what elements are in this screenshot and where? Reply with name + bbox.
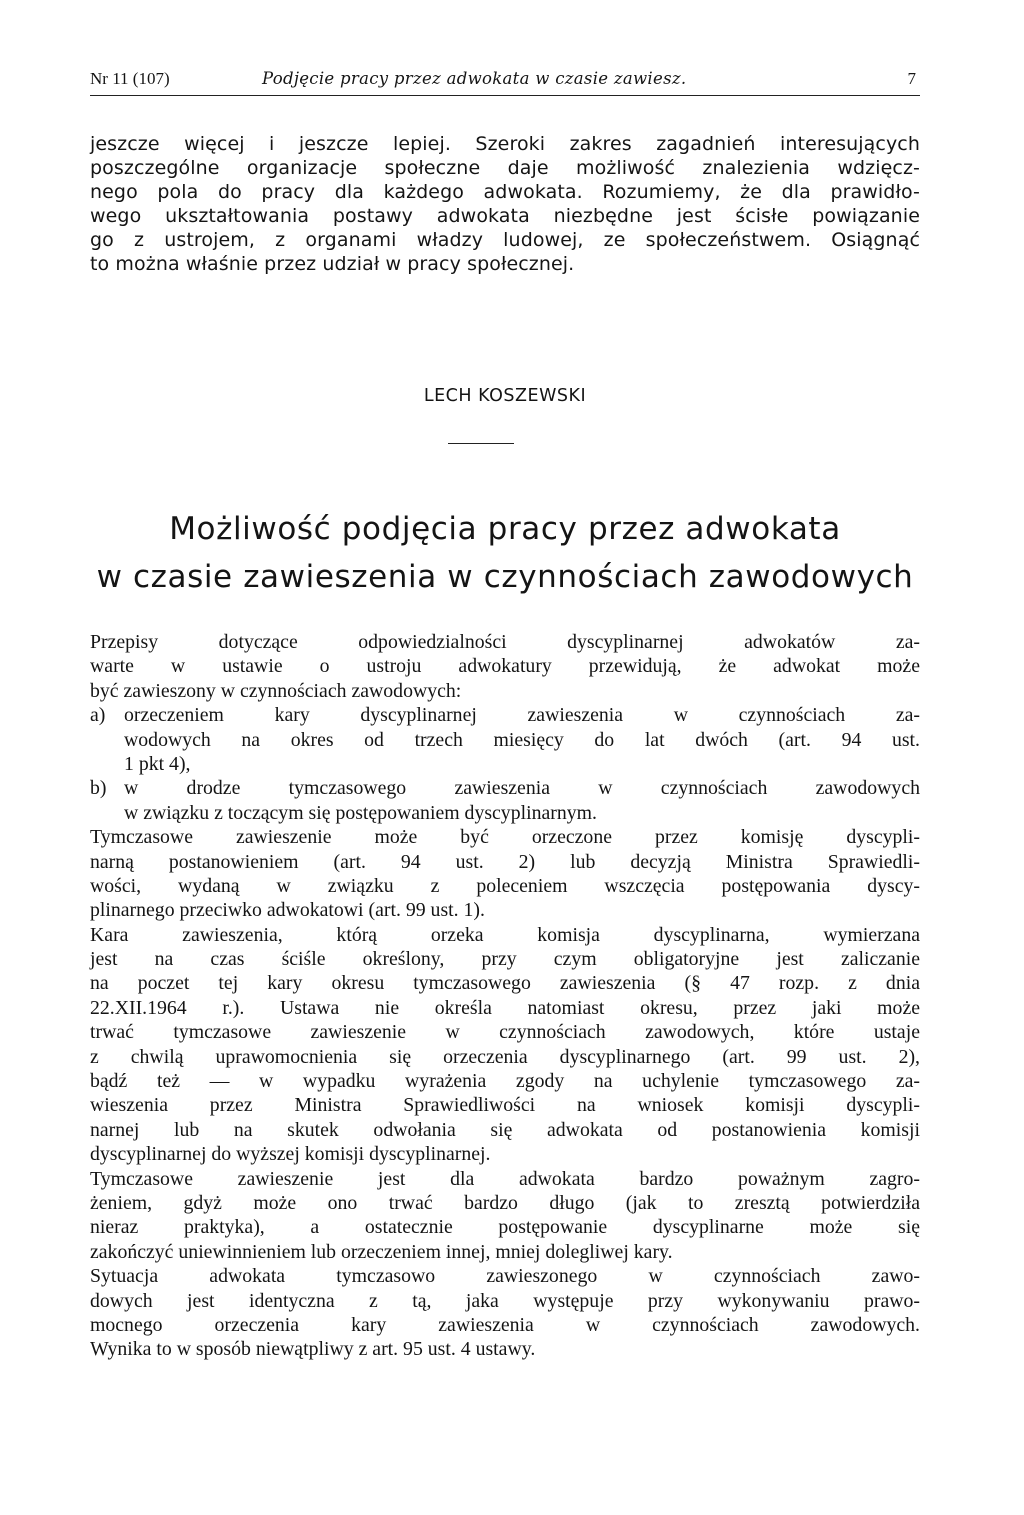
page-number: 7: [907, 69, 916, 88]
text-line: w drodze tymczasowego zawieszenia w czynnościach zawodowych: [124, 777, 920, 800]
text-line: nego pola do pracy dla każdego adwokata. Rozumiemy, że dla prawidło-: [90, 181, 920, 203]
running-header: [90, 66, 920, 92]
list-item-a: [90, 703, 920, 776]
paragraph: [90, 923, 920, 1167]
text-line: to można właśnie przez udział w pracy społecznej.: [90, 253, 575, 275]
paragraph: [90, 1264, 920, 1362]
article-body: [90, 630, 920, 1362]
text-line: żeniem, gdyż może ono trwać bardzo długo (jak to zresztą potwierdziła: [90, 1191, 920, 1214]
text-line: Tymczasowe zawieszenie może być orzeczone przez komisję dyscypli-: [90, 826, 920, 849]
text-line: warte w ustawie o ustroju adwokatury przewidują, że adwokat może: [90, 655, 920, 678]
text-line: 1 pkt 4),: [124, 752, 191, 775]
text-line: wego ukształtowania postawy adwokata niezbędne jest ścisłe powiązanie: [90, 205, 920, 227]
article-title-line-1: Możliwość podjęcia pracy przez adwokata: [169, 511, 841, 547]
text-line: na poczet tej kary okresu tymczasowego zawieszenia (§ 47 rozp. z dnia: [90, 972, 920, 995]
article-title: [90, 505, 920, 601]
text-line: Kara zawieszenia, którą orzeka komisja dyscyplinarna, wymierzana: [90, 923, 920, 946]
text-line: 22.XII.1964 r.). Ustawa nie określa natomiast okresu, przez jaki może: [90, 996, 920, 1019]
text-line: zakończyć uniewinnieniem lub orzeczeniem innej, mniej dolegliwej kary.: [90, 1240, 673, 1263]
author-name: LECH KOSZEWSKI: [423, 386, 587, 406]
text-line: trwać tymczasowe zawieszenie w czynnościach zawodowych, które ustaje: [90, 1021, 920, 1044]
text-line: wieszenia przez Ministra Sprawiedliwości na wniosek komisji dyscypli-: [90, 1094, 920, 1117]
author-rule: [448, 443, 514, 444]
text-line: go z ustrojem, z organami władzy ludowej, ze społeczeństwem. Osiągnąć: [90, 229, 920, 251]
text-line: plinarnego przeciwko adwokatowi (art. 99 ust. 1).: [90, 899, 485, 922]
text-line: narną postanowieniem (art. 94 ust. 2) lub decyzją Ministra Sprawiedli-: [90, 850, 920, 873]
text-line: dowych jest identyczna z tą, jaka występuje przy wykonywaniu prawo-: [90, 1289, 920, 1312]
text-line: mocnego orzeczenia kary zawieszenia w czynnościach zawodowych.: [90, 1313, 920, 1336]
paragraph: [90, 825, 920, 923]
text-line: orzeczeniem kary dyscyplinarnej zawieszenia w czynnościach za-: [124, 704, 920, 727]
paragraph: [90, 630, 920, 703]
text-line: Przepisy dotyczące odpowiedzialności dyscyplinarnej adwokatów za-: [90, 631, 920, 653]
list-marker: b): [90, 777, 107, 800]
list-item-b: [90, 776, 920, 825]
text-line: dyscyplinarnej do wyższej komisji dyscyplinarnej.: [90, 1143, 491, 1166]
text-line: jest na czas ściśle określony, przy czym obligatoryjne jest zaliczanie: [90, 948, 920, 971]
text-line: w związku z toczącym się postępowaniem dyscyplinarnym.: [124, 801, 597, 824]
intro-paragraph: [90, 132, 920, 276]
issue-number: Nr 11 (107): [90, 69, 170, 88]
running-title: Podjęcie pracy przez adwokata w czasie zawiesz.: [262, 69, 687, 88]
text-line: bądź też — w wypadku wyrażenia zgody na uchylenie tymczasowego za-: [90, 1070, 920, 1093]
text-line: wości, wydaną w związku z poleceniem wszczęcia postępowania dyscy-: [90, 874, 920, 897]
paragraph: [90, 1167, 920, 1265]
text-line: Tymczasowe zawieszenie jest dla adwokata bardzo poważnym zagro-: [90, 1167, 920, 1190]
text-line: Wynika to w sposób niewątpliwy z art. 95 ust. 4 ustawy.: [90, 1338, 536, 1361]
text-line: nieraz praktyka), a ostatecznie postępowanie dyscyplinarne może się: [90, 1216, 920, 1239]
article-title-line-2: w czasie zawieszenia w czynnościach zawodowych: [96, 559, 914, 595]
text-line: jeszcze więcej i jeszcze lepiej. Szeroki zakres zagadnień interesujących: [90, 133, 920, 155]
text-line: wodowych na okres od trzech miesięcy do lat dwóch (art. 94 ust.: [124, 728, 920, 751]
text-line: narnej lub na skutek odwołania się adwokata od postanowienia komisji: [90, 1118, 920, 1141]
text-line: Sytuacja adwokata tymczasowo zawieszonego w czynnościach zawo-: [90, 1265, 920, 1288]
header-rule: [90, 95, 920, 96]
text-line: być zawieszony w czynnościach zawodowych:: [90, 679, 462, 702]
text-line: z chwilą uprawomocnienia się orzeczenia dyscyplinarnego (art. 99 ust. 2),: [90, 1045, 920, 1068]
text-line: poszczególne organizacje społeczne daje możliwość znalezienia wdzięcz-: [90, 157, 920, 179]
list-marker: a): [90, 704, 106, 727]
